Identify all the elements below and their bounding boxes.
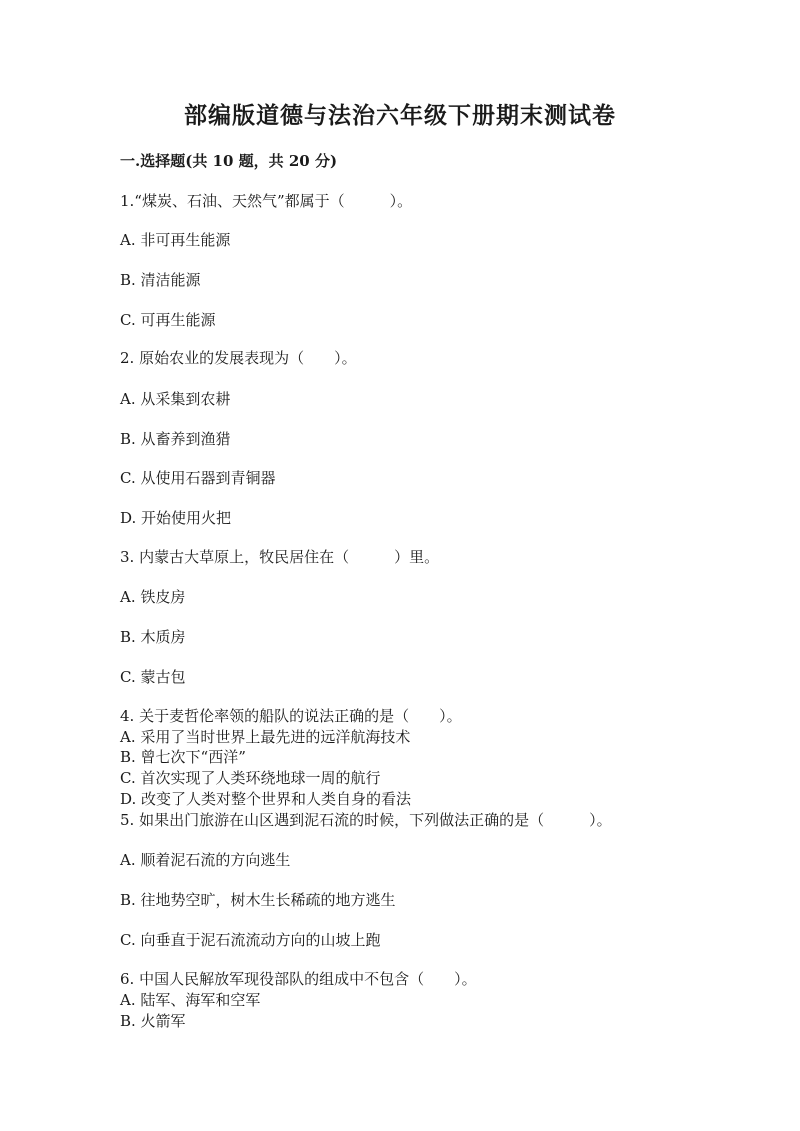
option-4b: B. 曾七次下“西洋” xyxy=(120,748,246,766)
option-4a: A. 采用了当时世界上最先进的远洋航海技术 xyxy=(120,728,411,746)
option-2c: C. 从使用石器到青铜器 xyxy=(120,469,276,487)
option-3c: C. 蒙古包 xyxy=(120,668,186,686)
question-5: 5. 如果出门旅游在山区遇到泥石流的时候，下列做法正确的是（ ）。 xyxy=(120,811,612,829)
question-4: 4. 关于麦哲伦率领的船队的说法正确的是（ ）。 xyxy=(120,707,462,725)
option-3b: B. 木质房 xyxy=(120,628,186,646)
question-6: 6. 中国人民解放军现役部队的组成中不包含（ ）。 xyxy=(120,970,477,988)
page-title: 部编版道德与法治六年级下册期末测试卷 xyxy=(184,102,616,129)
option-1c: C. 可再生能源 xyxy=(120,311,216,329)
option-6a: A. 陆军、海军和空军 xyxy=(120,991,261,1009)
option-1a: A. 非可再生能源 xyxy=(120,231,231,249)
option-4d: D. 改变了人类对整个世界和人类自身的看法 xyxy=(120,790,412,808)
option-6b: B. 火箭军 xyxy=(120,1012,186,1030)
option-5c: C. 向垂直于泥石流流动方向的山坡上跑 xyxy=(120,931,381,949)
option-4c: C. 首次实现了人类环绕地球一周的航行 xyxy=(120,769,381,787)
option-1b: B. 清洁能源 xyxy=(120,271,201,289)
option-5b: B. 往地势空旷，树木生长稀疏的地方逃生 xyxy=(120,891,396,909)
question-2: 2. 原始农业的发展表现为（ ）。 xyxy=(120,349,357,367)
section-heading: 一.选择题(共 10 题，共 20 分) xyxy=(120,152,338,170)
question-3: 3. 内蒙古大草原上，牧民居住在（ ）里。 xyxy=(120,548,440,566)
option-2d: D. 开始使用火把 xyxy=(120,509,232,527)
option-5a: A. 顺着泥石流的方向逃生 xyxy=(120,851,291,869)
option-2a: A. 从采集到农耕 xyxy=(120,390,231,408)
option-3a: A. 铁皮房 xyxy=(120,588,186,606)
option-2b: B. 从畜养到渔猎 xyxy=(120,430,231,448)
question-1: 1.“煤炭、石油、天然气”都属于（ ）。 xyxy=(120,192,413,210)
